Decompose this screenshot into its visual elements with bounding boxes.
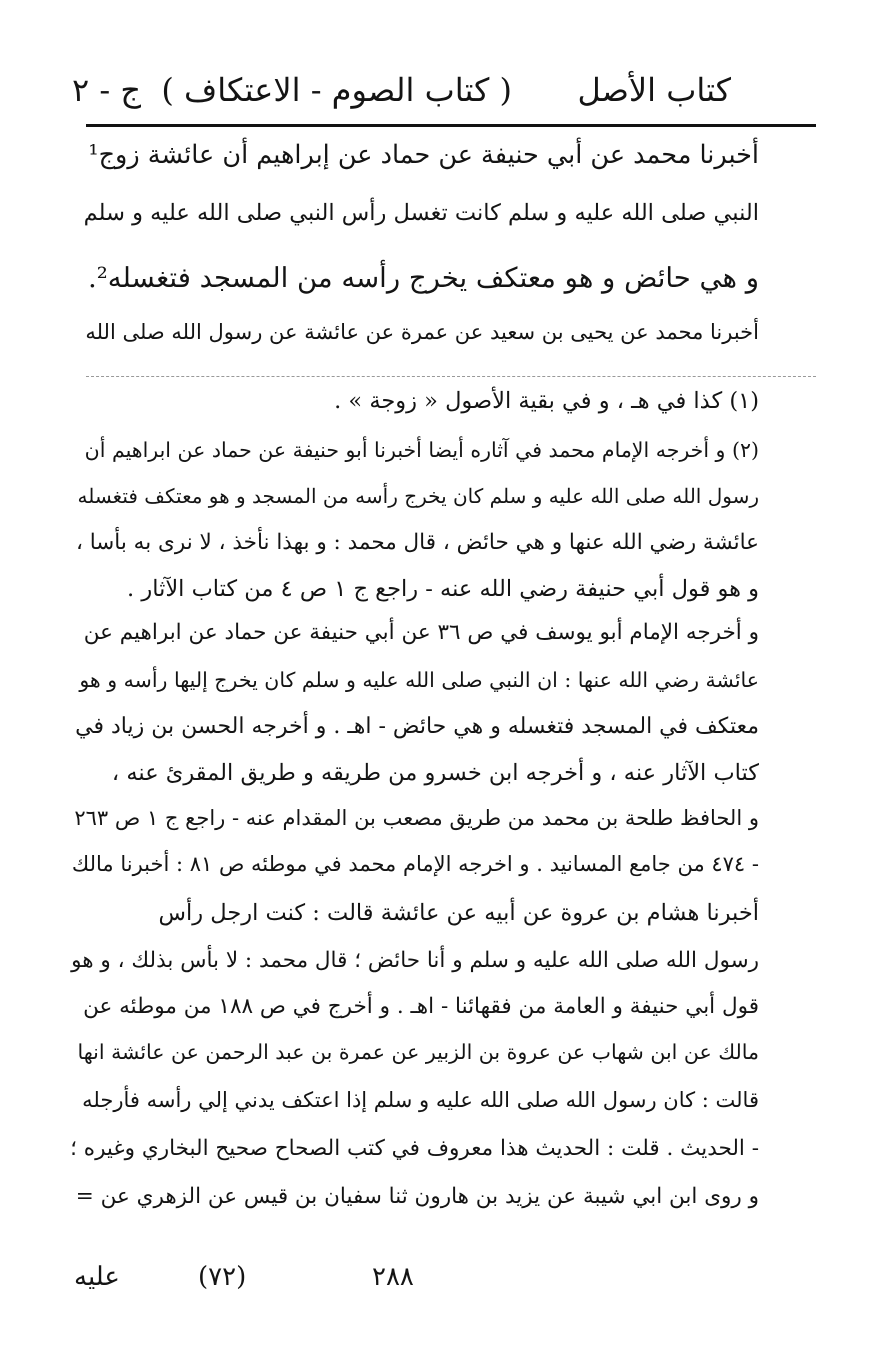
header-rule (86, 124, 816, 127)
main-text-line: النبي صلى الله عليه و سلم كانت تغسل رأس النبي صلى الله عليه و سلم (83, 200, 759, 226)
volume-page-number: (٧٢) (198, 1262, 247, 1292)
footnote-line: - الحديث . قلت : الحديث هذا معروف في كتب الصحاح صحيح البخاري وغيره ؛ (70, 1136, 759, 1161)
chapter-title: ( كتاب الصوم - الاعتكاف ) (161, 71, 512, 109)
footnote-line: - ٤٧٤ من جامع المسانيد . و اخرجه الإمام محمد في موطئه ص ٨١ : أخبرنا مالك (71, 852, 759, 876)
footnote-line: قول أبي حنيفة و العامة من فقهائنا - اهـ . و أخرج في ص ١٨٨ من موطئه عن (83, 994, 759, 1019)
footnote-line: قالت : كان رسول الله صلى الله عليه و سلم إذا اعتكف يدني إلي رأسه فأرجله (82, 1088, 759, 1112)
footnote-line: (٢) و أخرجه الإمام محمد في آثاره أيضا أخبرنا أبو حنيفة عن حماد عن ابراهيم أن (84, 438, 759, 462)
footnote-line: و أخرجه الإمام أبو يوسف في ص ٣٦ عن أبي حنيفة عن حماد عن ابراهيم عن (83, 620, 759, 645)
footnote-line: و روى ابن ابي شيبة عن يزيد بن هارون ثنا سفيان بن قيس عن الزهري عن = (75, 1184, 759, 1209)
main-text-line: أخبرنا محمد عن يحيى بن سعيد عن عمرة عن عائشة عن رسول الله صلى الله (85, 320, 759, 344)
footnote-line: (١) كذا في هـ ، و في بقية الأصول « زوجة » . (334, 388, 759, 414)
volume-label: ج - ٢ (72, 71, 141, 109)
main-text-line: أخبرنا محمد عن أبي حنيفة عن حماد عن إبراهيم أن عائشة زوج¹ (88, 140, 759, 170)
catchword: عليه (74, 1262, 120, 1292)
page-number: ٢٨٨ (372, 1262, 414, 1292)
footnote-line: أخبرنا هشام بن عروة عن أبيه عن عائشة قالت : كنت ارجل رأس (158, 900, 759, 926)
footnote-line: عائشة رضي الله عنها و هي حائض ، قال محمد : و بهذا نأخذ ، لا نرى به بأسا ، (75, 530, 759, 555)
footnote-line: عائشة رضي الله عنها : ان النبي صلى الله عليه و سلم كان يخرج إليها رأسه و هو (79, 668, 759, 692)
footnote-separator (86, 376, 816, 377)
footnote-line: رسول الله صلى الله عليه و سلم كان يخرج رأسه من المسجد و هو معتكف فتغسله (77, 484, 759, 508)
footnote-line: مالك عن ابن شهاب عن عروة بن الزبير عن عمرة بن عبد الرحمن عن عائشة انها (77, 1040, 759, 1064)
main-text-line: و هي حائض و هو معتكف يخرج رأسه من المسجد فتغسله². (88, 262, 759, 294)
footnote-line: و هو قول أبي حنيفة رضي الله عنه - راجع ج ١ ص ٤ من كتاب الآثار . (127, 576, 759, 602)
footnote-line: معتكف في المسجد فتغسله و هي حائض - اهـ . و أخرجه الحسن بن زياد في (75, 714, 759, 739)
book-title: كتاب الأصل (577, 71, 731, 109)
footnote-line: و الحافظ طلحة بن محمد من طريق مصعب بن المقدام عنه - راجع ج ١ ص ٢٦٣ (74, 806, 759, 830)
footnote-line: رسول الله صلى الله عليه و سلم و أنا حائض ؛ قال محمد : لا بأس بذلك ، و هو (71, 948, 759, 973)
footnote-line: كتاب الآثار عنه ، و أخرجه ابن خسرو من طريقه و طريق المقرئ عنه ، (111, 760, 759, 786)
